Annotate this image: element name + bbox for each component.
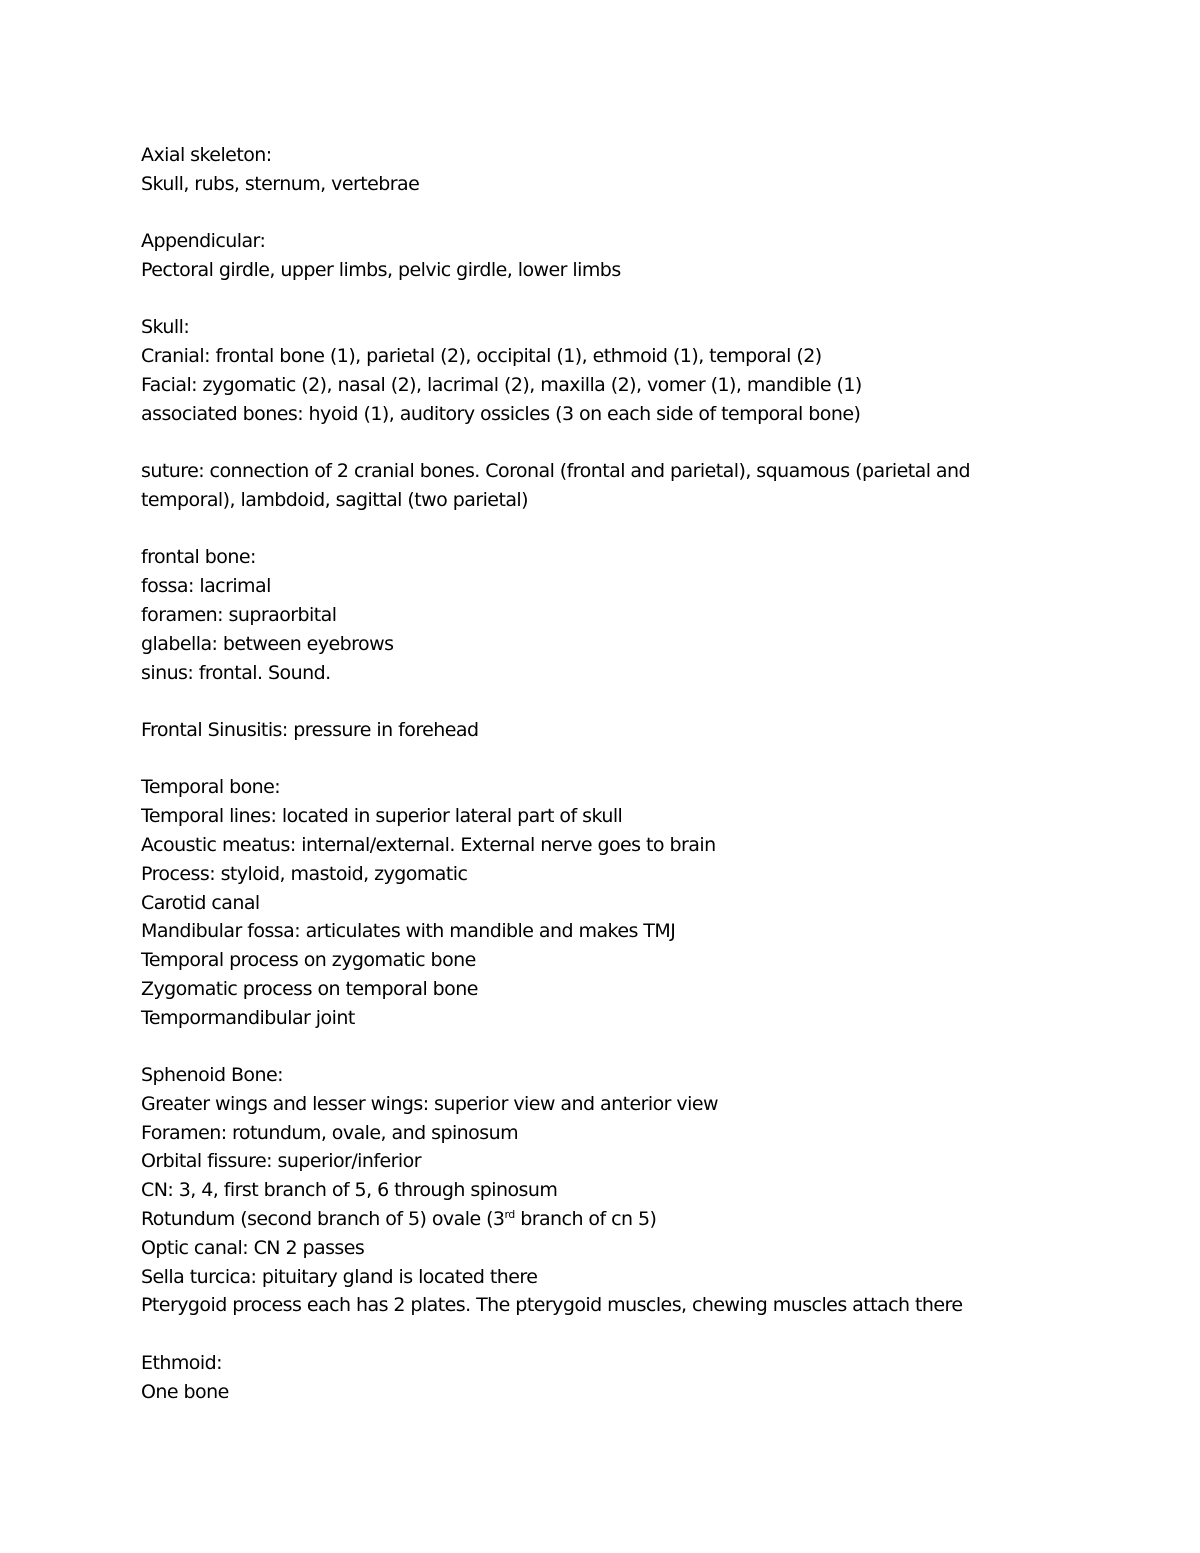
blank-line [141,1320,1041,1349]
frontal-foramen-line: foramen: supraorbital [141,603,337,626]
frontal-heading: frontal bone: [141,546,256,569]
sphenoid-pterygoid-line: Pterygoid process each has 2 plates. The pterygoid muscles, chewing muscles attach there [141,1294,963,1317]
skull-facial-line: Facial: zygomatic (2), nasal (2), lacrimal (2), maxilla (2), vomer (1), mandible (1) [141,373,862,396]
rotundum-text-after: branch of cn 5) [514,1208,657,1231]
blank-line [141,1032,1041,1061]
sphenoid-fissure-line: Orbital fissure: superior/inferior [141,1150,421,1173]
rotundum-superscript: rd [504,1208,515,1222]
temporal-meatus-line: Acoustic meatus: internal/external. External nerve goes to brain [141,833,716,856]
sphenoid-heading: Sphenoid Bone: [141,1064,283,1087]
sinusitis-line: Frontal Sinusitis: pressure in forehead [141,718,479,741]
sphenoid-wings-line: Greater wings and lesser wings: superior view and anterior view [141,1092,718,1115]
temporal-lines-line: Temporal lines: located in superior lateral part of skull [141,805,623,828]
frontal-sinus-line: sinus: frontal. Sound. [141,661,331,684]
sphenoid-optic-line: Optic canal: CN 2 passes [141,1236,365,1259]
axial-line: Skull, rubs, sternum, vertebrae [141,172,420,195]
blank-line [141,429,1041,458]
temporal-heading: Temporal bone: [141,776,281,799]
suture-paragraph: suture: connection of 2 cranial bones. Coronal (frontal and parietal), squamous (parietal and temporal), lambdoid, sagittal (two parietal) [141,460,971,511]
sphenoid-cn-line: CN: 3, 4, first branch of 5, 6 through spinosum [141,1179,558,1202]
blank-line [141,285,1041,314]
sphenoid-foramen-line: Foramen: rotundum, ovale, and spinosum [141,1121,519,1144]
temporal-carotid-line: Carotid canal [141,891,260,914]
frontal-glabella-line: glabella: between eyebrows [141,632,394,655]
blank-line [141,745,1041,774]
sphenoid-rotundum-line [141,1205,1041,1234]
skull-associated-line: associated bones: hyoid (1), auditory ossicles (3 on each side of temporal bone) [141,402,861,425]
temporal-zygomatic-line: Temporal process on zygomatic bone [141,949,476,972]
ethmoid-line: One bone [141,1380,229,1403]
temporal-process-line: Process: styloid, mastoid, zygomatic [141,862,468,885]
blank-line [141,687,1041,716]
rotundum-text-before: Rotundum (second branch of 5) ovale (3 [141,1208,505,1231]
axial-heading: Axial skeleton: [141,144,272,166]
blank-line [141,199,1041,228]
blank-line [141,515,1041,544]
appendicular-heading: Appendicular: [141,230,266,253]
ethmoid-heading: Ethmoid: [141,1351,222,1374]
temporal-zygomatic-process-line: Zygomatic process on temporal bone [141,977,478,1000]
appendicular-line: Pectoral girdle, upper limbs, pelvic girdle, lower limbs [141,258,621,281]
temporal-mandibular-line: Mandibular fossa: articulates with mandible and makes TMJ [141,920,676,943]
document-body [141,141,1041,1406]
skull-cranial-line: Cranial: frontal bone (1), parietal (2), occipital (1), ethmoid (1), temporal (2) [141,345,822,368]
temporal-tmj-line: Tempormandibular joint [141,1006,355,1029]
sphenoid-sella-line: Sella turcica: pituitary gland is located there [141,1265,538,1288]
skull-heading: Skull: [141,316,190,339]
frontal-fossa-line: fossa: lacrimal [141,575,271,598]
